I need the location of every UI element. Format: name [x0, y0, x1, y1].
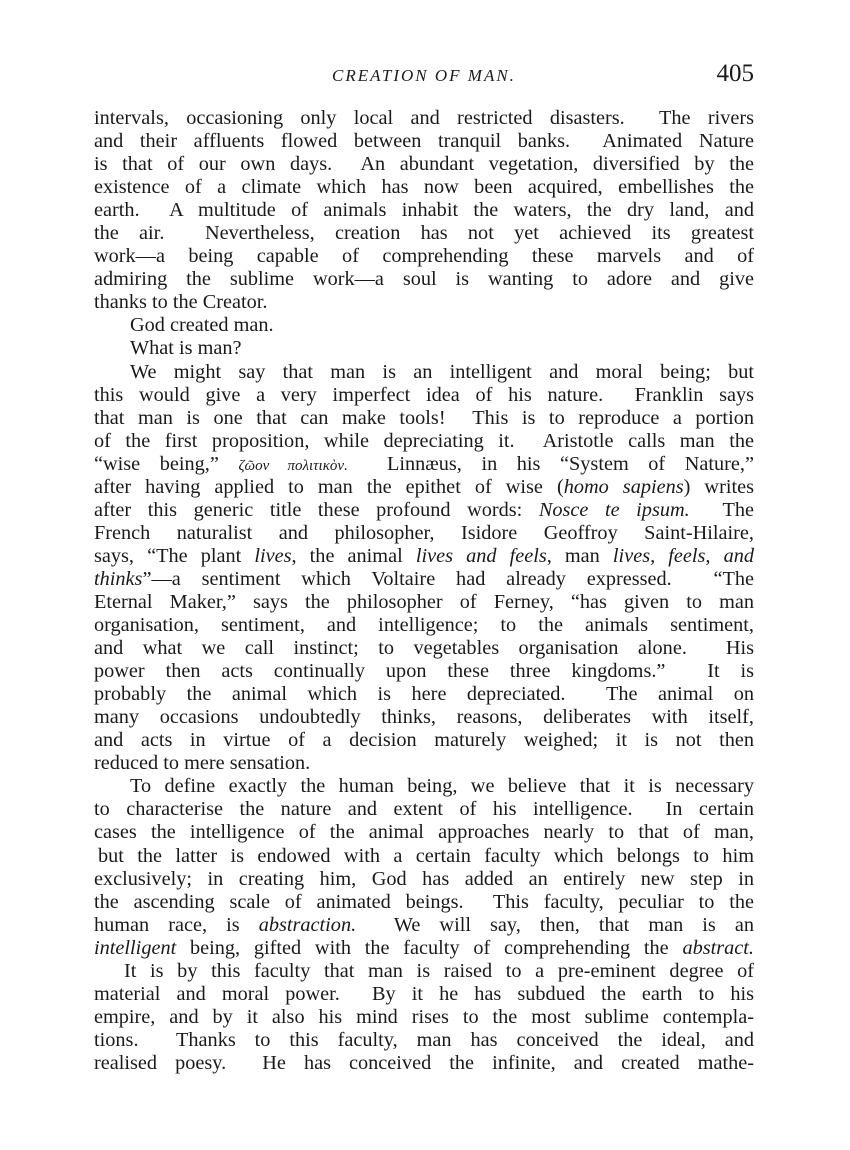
text-line — [94, 845, 754, 868]
text-line — [94, 983, 754, 1006]
italic-text: abstract. — [682, 936, 754, 959]
text-line — [94, 130, 754, 153]
text-segment: intervals, occasioning only local and restricted disasters. The rivers — [94, 107, 754, 129]
italic-text: lives — [254, 544, 292, 567]
italic-text: lives, feels, and — [612, 544, 754, 567]
text-segment: We will say, then, that man is an — [356, 913, 754, 936]
text-segment: It is by this faculty that man is raised to a pre-eminent degree of — [124, 959, 754, 982]
text-line — [94, 729, 754, 752]
text-segment: Eternal Maker,” says the philosopher of Ferney, “has given to man — [94, 590, 754, 613]
italic-text: lives and feels — [415, 544, 547, 567]
text-segment: God created man. — [130, 314, 274, 337]
text-segment: after this generic title these profound words: — [94, 498, 539, 521]
text-line — [94, 453, 754, 476]
text-segment: French naturalist and philosopher, Isidore Geoffroy Saint-Hilaire, — [94, 521, 754, 544]
text-line — [94, 1052, 754, 1075]
text-segment: tions. Thanks to this faculty, man has conceived the ideal, and — [94, 1028, 754, 1051]
text-line — [94, 752, 754, 775]
text-line — [94, 960, 754, 983]
text-line — [94, 384, 754, 407]
text-segment: organisation, sentiment, and intelligence; to the animals sentiment, — [94, 614, 754, 637]
text-line — [94, 407, 754, 430]
text-segment: To define exactly the human being, we believe that it is necessary — [130, 775, 754, 798]
text-segment: earth. A multitude of animals inhabit the waters, the dry land, and — [94, 199, 754, 222]
text-line — [94, 176, 754, 199]
text-line — [94, 591, 754, 614]
text-line — [94, 775, 754, 798]
text-line — [94, 222, 754, 245]
body-text — [94, 107, 754, 1075]
text-segment: and acts in virtue of a decision maturely weighed; it is not then — [94, 729, 754, 752]
text-segment: , the animal — [291, 544, 416, 567]
italic-text: Nosce te ipsum. — [538, 498, 690, 521]
text-line — [94, 199, 754, 222]
italic-text: homo sapiens — [563, 475, 684, 498]
text-segment: Linnæus, in his “System of Nature,” — [347, 452, 754, 475]
text-line — [94, 637, 754, 660]
text-line — [94, 868, 754, 891]
text-segment: existence of a climate which has now been acquired, embellishes the — [94, 176, 754, 199]
text-segment: the air. Nevertheless, creation has not yet achieved its greatest — [94, 222, 754, 245]
text-line — [94, 1006, 754, 1029]
page-number: 405 — [716, 60, 754, 87]
text-segment: work—a being capable of comprehending these marvels and of — [94, 245, 754, 268]
text-line — [94, 314, 754, 337]
text-line — [94, 1029, 754, 1052]
text-line — [94, 568, 754, 591]
text-segment: is that of our own days. An abundant vegetation, diversified by the — [94, 153, 754, 176]
text-segment: cases the intelligence of the animal approaches nearly to that of man, — [94, 821, 754, 844]
italic-text: thinks — [94, 567, 143, 590]
text-line — [94, 245, 754, 268]
text-line — [94, 107, 754, 130]
text-line — [94, 798, 754, 821]
text-segment: being, gifted with the faculty of comprehending the — [176, 936, 683, 959]
text-segment: We might say that man is an intelligent and moral being; but — [130, 360, 754, 383]
text-line — [94, 660, 754, 683]
text-segment: reduced to mere sensation. — [94, 752, 311, 775]
text-segment: after having applied to man the epithet of wise ( — [94, 475, 564, 498]
text-segment: “wise being,” — [94, 452, 239, 475]
text-segment: What is man? — [130, 337, 242, 360]
text-segment: this would give a very imperfect idea of his nature. Franklin says — [94, 383, 754, 406]
text-line — [94, 499, 754, 522]
text-line — [94, 430, 754, 453]
text-line — [94, 821, 754, 844]
text-segment: thanks to the Creator. — [94, 291, 268, 314]
text-segment: probably the animal which is here depreciated. The animal on — [94, 683, 754, 706]
text-segment: but the latter is endowed with a certain faculty which belongs to him — [98, 844, 754, 867]
italic-text: abstraction. — [258, 913, 357, 936]
text-line — [94, 891, 754, 914]
text-line — [94, 291, 754, 314]
text-line — [94, 706, 754, 729]
text-segment: and their affluents flowed between tranquil banks. Animated Nature — [94, 130, 754, 153]
text-line — [94, 545, 754, 568]
text-segment: ) writes — [683, 475, 754, 498]
text-segment: to characterise the nature and extent of his intelligence. In certain — [94, 798, 754, 821]
text-segment: , man — [546, 544, 613, 567]
running-title: CREATION OF MAN. — [332, 66, 516, 85]
text-line — [94, 476, 754, 499]
text-segment: the ascending scale of animated beings. This faculty, peculiar to the — [94, 890, 754, 913]
text-segment: and what we call instinct; to vegetables organisation alone. His — [94, 637, 754, 660]
running-head — [94, 60, 754, 90]
text-line — [94, 361, 754, 384]
text-segment: human race, is — [94, 913, 259, 936]
text-segment: exclusively; in creating him, God has added an entirely new step in — [94, 867, 754, 890]
text-segment: material and moral power. By it he has subdued the earth to his — [94, 982, 754, 1005]
text-line — [94, 522, 754, 545]
text-line — [94, 337, 754, 360]
text-line — [94, 683, 754, 706]
text-segment: empire, and by it also his mind rises to the most sublime contempla- — [94, 1005, 754, 1028]
text-segment: says, “The plant — [94, 544, 255, 567]
text-line — [94, 268, 754, 291]
text-segment: The — [689, 498, 754, 521]
text-line — [94, 614, 754, 637]
text-segment: realised poesy. He has conceived the infinite, and created mathe- — [94, 1051, 754, 1074]
text-segment: of the first proposition, while depreciating it. Aristotle calls man the — [94, 429, 754, 452]
text-line — [94, 153, 754, 176]
text-segment: ”—a sentiment which Voltaire had already expressed. “The — [142, 567, 754, 590]
greek-phrase: ζῶον πολιτικὸν. — [238, 457, 348, 474]
text-segment: power then acts continually upon these three kingdoms.” It is — [94, 660, 754, 683]
italic-text: intelligent — [94, 936, 177, 959]
text-segment: admiring the sublime work—a soul is wanting to adore and give — [94, 268, 754, 291]
text-line — [94, 914, 754, 937]
text-segment: many occasions undoubtedly thinks, reasons, deliberates with itself, — [94, 706, 754, 729]
text-segment: that man is one that can make tools! This is to reproduce a portion — [94, 406, 754, 429]
text-line — [94, 937, 754, 960]
